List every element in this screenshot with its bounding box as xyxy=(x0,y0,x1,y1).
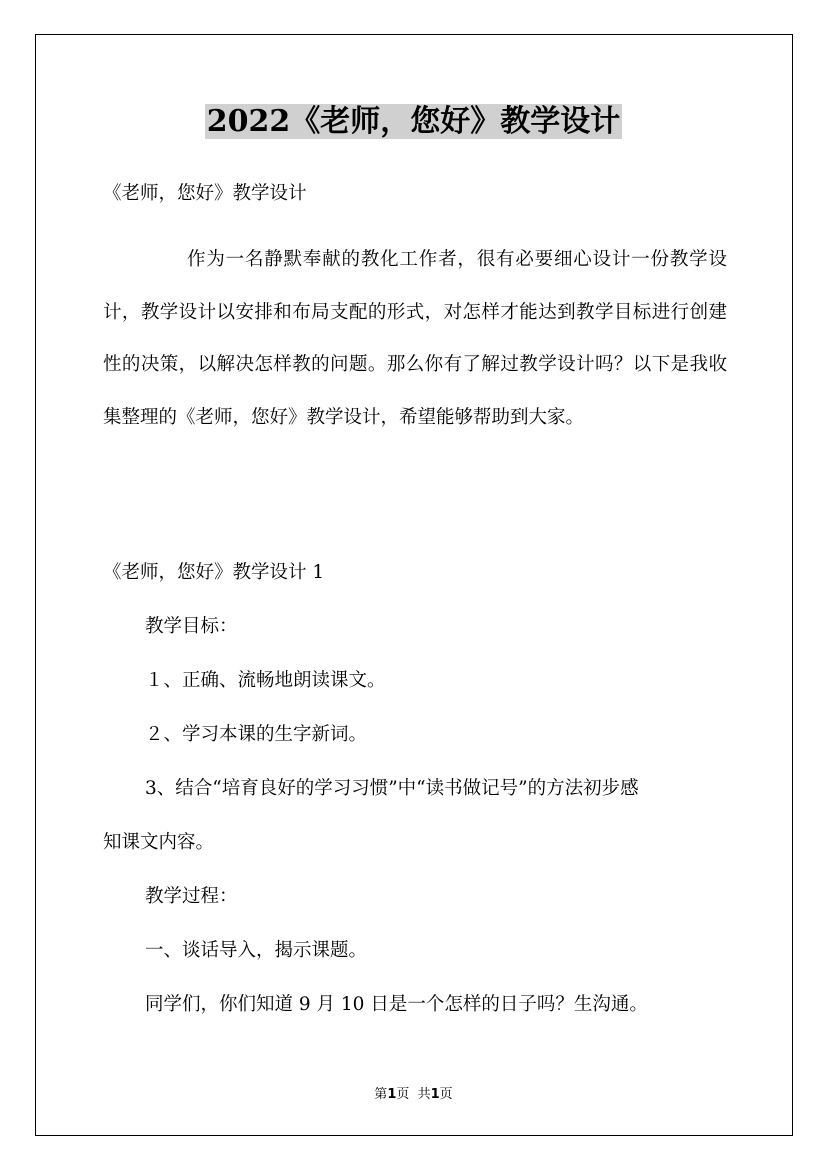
footer-suffix: 页 xyxy=(439,1087,453,1102)
objective-3-line1: 3、结合“培育良好的学习习惯”中“读书做记号”的方法初步感 xyxy=(145,778,639,799)
step-1-heading: 一、谈话导入，揭示课题。 xyxy=(145,940,368,961)
page-footer xyxy=(0,1083,827,1102)
footer-page-total: 1 xyxy=(430,1087,440,1102)
section-heading: 《老师，您好》教学设计 1 xyxy=(103,562,325,583)
footer-mid: 页 共 xyxy=(396,1087,431,1102)
footer-page-current: 1 xyxy=(387,1087,397,1102)
document-title xyxy=(0,100,827,144)
objective-3-line2: 知课文内容。 xyxy=(103,832,215,853)
intro-paragraph: 作为一名静默奉献的教化工作者，很有必要细心设计一份教学设计，教学设计以安排和布局支配的形式，对怎样才能达到教学目标进行创建性的决策，以解决怎样教的问题。那么你有了解过教学设计吗？以下是我收集整理的《老师，您好》教学设计，希望能够帮助到大家。 xyxy=(103,249,727,428)
objective-2: ２、学习本课的生字新词。 xyxy=(145,724,368,745)
step-1-text: 同学们，你们知道 9 月 10 日是一个怎样的日子吗？生沟通。 xyxy=(145,994,648,1015)
objectives-label: 教学目标： xyxy=(145,616,238,637)
document-title-text: 2022《老师，您好》教学设计 xyxy=(206,104,621,139)
objective-1: １、正确、流畅地朗读课文。 xyxy=(145,670,386,691)
process-label: 教学过程： xyxy=(145,886,238,907)
footer-prefix: 第 xyxy=(374,1087,388,1102)
subtitle: 《老师，您好》教学设计 xyxy=(103,183,307,204)
